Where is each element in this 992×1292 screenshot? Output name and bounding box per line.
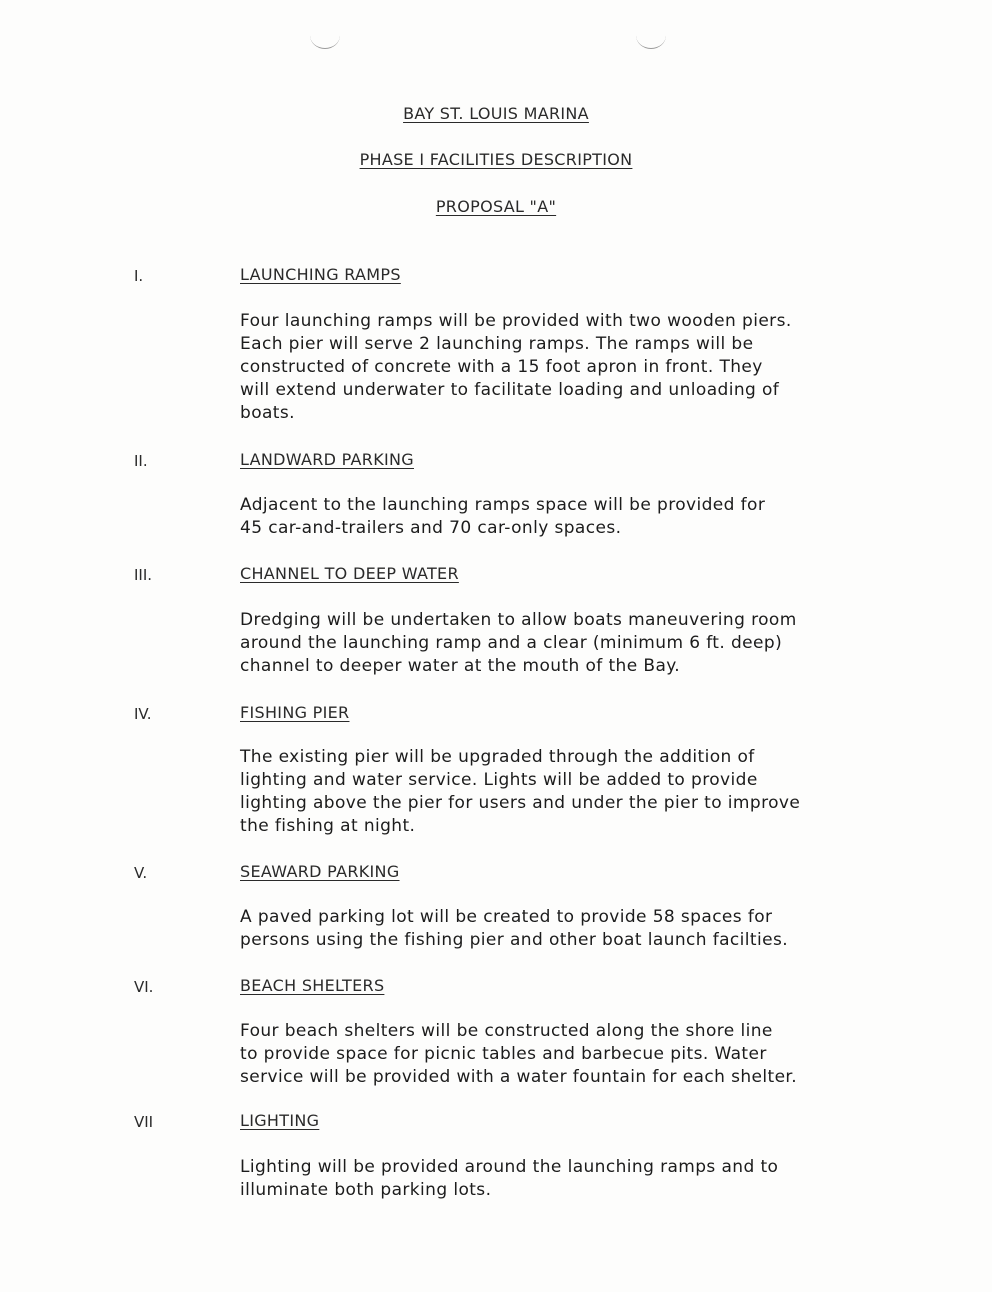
section-numeral: I. (134, 267, 144, 285)
body-line: lighting and water service. Lights will be added to provide (240, 770, 758, 790)
body-line: Four launching ramps will be provided with two wooden piers. (240, 311, 792, 331)
section-body (240, 310, 870, 425)
section-heading: FISHING PIER (240, 703, 350, 722)
section-heading: LIGHTING (240, 1111, 320, 1130)
body-line: Adjacent to the launching ramps space will be provided for (240, 495, 766, 515)
body-line: The existing pier will be upgraded through the addition of (240, 747, 755, 767)
body-line: illuminate both parking lots. (240, 1180, 492, 1200)
section-numeral: VII (134, 1113, 154, 1131)
section-heading: BEACH SHELTERS (240, 976, 385, 995)
section-numeral: IV. (134, 705, 152, 723)
section-body (240, 1020, 870, 1089)
section-heading: LAUNCHING RAMPS (240, 265, 401, 284)
body-line: the fishing at night. (240, 816, 416, 836)
punch-hole-mark (636, 22, 666, 49)
section-numeral: V. (134, 864, 148, 882)
section-body (240, 906, 870, 952)
document-title: BAY ST. LOUIS MARINA (403, 104, 589, 123)
body-line: Dredging will be undertaken to allow boats maneuvering room (240, 610, 797, 630)
body-line: service will be provided with a water fountain for each shelter. (240, 1067, 798, 1087)
document-subtitle: PHASE I FACILITIES DESCRIPTION (359, 150, 633, 169)
body-line: A paved parking lot will be created to provide 58 spaces for (240, 907, 773, 927)
body-line: constructed of concrete with a 15 foot apron in front. They (240, 357, 763, 377)
section-body (240, 1156, 870, 1202)
body-line: 45 car-and-trailers and 70 car-only spaces. (240, 518, 622, 538)
body-line: will extend underwater to facilitate loading and unloading of (240, 380, 780, 400)
body-line: channel to deeper water at the mouth of the Bay. (240, 656, 681, 676)
section-heading: LANDWARD PARKING (240, 450, 414, 469)
section-numeral: II. (134, 452, 148, 470)
section-body (240, 609, 870, 678)
section-body (240, 746, 870, 838)
section-heading: SEAWARD PARKING (240, 862, 400, 881)
body-line: Each pier will serve 2 launching ramps. The ramps will be (240, 334, 754, 354)
proposal-label: PROPOSAL "A" (435, 197, 557, 216)
section-body (240, 494, 870, 540)
body-line: Four beach shelters will be constructed along the shore line (240, 1021, 773, 1041)
body-line: persons using the fishing pier and other boat launch facilties. (240, 930, 789, 950)
section-numeral: VI. (134, 978, 154, 996)
body-line: Lighting will be provided around the launching ramps and to (240, 1157, 779, 1177)
body-line: lighting above the pier for users and under the pier to improve (240, 793, 801, 813)
section-heading: CHANNEL TO DEEP WATER (240, 564, 459, 583)
section-numeral: III. (134, 566, 153, 584)
body-line: to provide space for picnic tables and barbecue pits. Water (240, 1044, 767, 1064)
body-line: around the launching ramp and a clear (minimum 6 ft. deep) (240, 633, 783, 653)
punch-hole-mark (310, 22, 340, 49)
body-line: boats. (240, 403, 295, 423)
